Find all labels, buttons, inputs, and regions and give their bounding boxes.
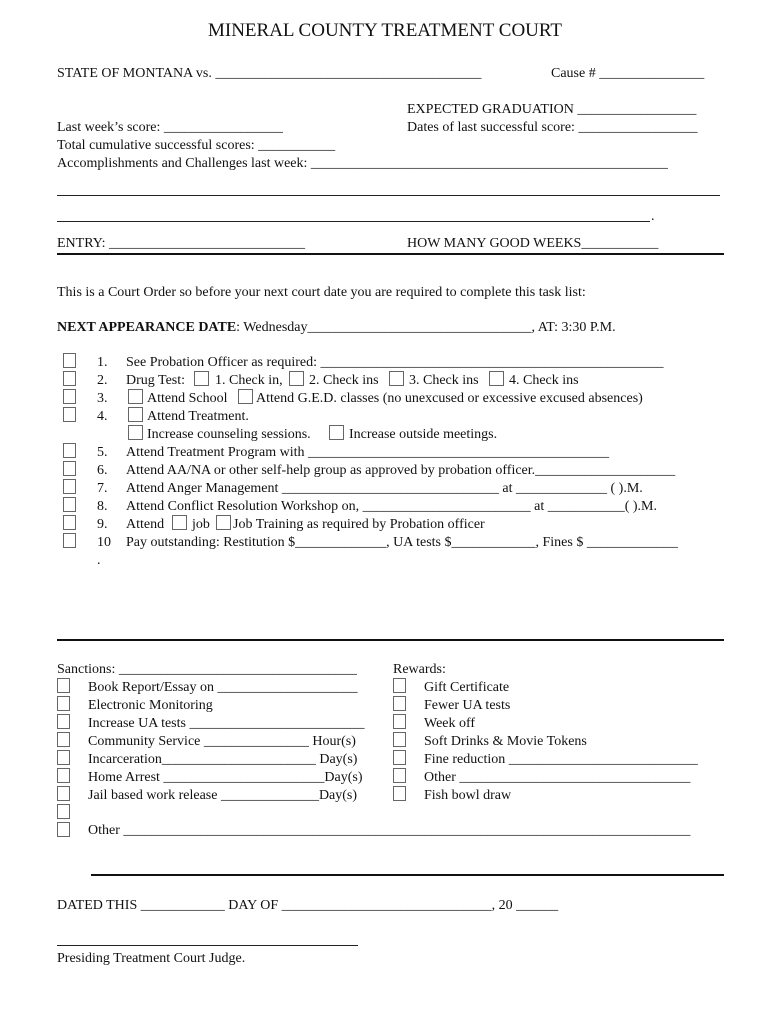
task-number: 8.	[97, 499, 108, 514]
job-training-checkbox[interactable]	[216, 515, 231, 530]
task-6-checkbox[interactable]	[63, 461, 76, 476]
drug-test-3-checkbox[interactable]	[389, 371, 404, 386]
next-appearance	[57, 320, 616, 336]
attend-treatment-label: Attend Treatment.	[147, 409, 249, 424]
reward-checkbox[interactable]	[393, 714, 406, 729]
task-number: 6.	[97, 463, 108, 478]
task-9-label: Attend	[126, 517, 165, 532]
task-1-checkbox[interactable]	[63, 353, 76, 368]
sanction-item: Increase UA tests _________________________	[88, 716, 365, 731]
task-9-checkbox[interactable]	[63, 515, 76, 530]
reward-item: Fine reduction ___________________________	[424, 752, 698, 767]
sanction-item: Book Report/Essay on ____________________	[88, 680, 358, 695]
job-checkbox[interactable]	[172, 515, 187, 530]
blank-line	[57, 221, 650, 222]
reward-checkbox[interactable]	[393, 786, 406, 801]
task-number: 3.	[97, 391, 108, 406]
drug-test-1-checkbox[interactable]	[194, 371, 209, 386]
accomplishments-label: Accomplishments and Challenges last week: ___________________________________________________	[57, 156, 668, 171]
sanction-checkbox[interactable]	[57, 768, 70, 783]
dates-last-score: Dates of last successful score: _________________	[407, 120, 698, 135]
sanction-checkbox[interactable]	[57, 732, 70, 747]
task-4-checkbox[interactable]	[63, 407, 76, 422]
reward-checkbox[interactable]	[393, 768, 406, 783]
judge-label: Presiding Treatment Court Judge.	[57, 951, 246, 966]
task-number: 9.	[97, 517, 108, 532]
attend-treatment-checkbox[interactable]	[128, 407, 143, 422]
sanction-item: Community Service _______________ Hour(s)	[88, 734, 356, 749]
task-5-text: Attend Treatment Program with ___________________________________________	[126, 445, 609, 460]
task-8-checkbox[interactable]	[63, 497, 76, 512]
sanction-other-checkbox[interactable]	[57, 822, 70, 837]
section-divider	[91, 874, 724, 876]
reward-checkbox[interactable]	[393, 696, 406, 711]
drug-test-4-label: 4. Check ins	[509, 373, 579, 388]
state-line: STATE OF MONTANA vs. ______________________________________	[57, 66, 482, 81]
reward-item: Week off	[424, 716, 476, 731]
sanction-checkbox[interactable]	[57, 804, 70, 819]
court-order-text: This is a Court Order so before your next court date you are required to complete this task list:	[57, 285, 586, 300]
sanction-checkbox[interactable]	[57, 714, 70, 729]
reward-item: Fish bowl draw	[424, 788, 512, 803]
task-8-text: Attend Conflict Resolution Workshop on, ________________________ at ___________( ).M.	[126, 499, 657, 514]
ged-classes-label: Attend G.E.D. classes (no unexcused or excessive excused absences)	[256, 391, 643, 406]
last-week-score: Last week’s score: _________________	[57, 120, 283, 135]
rewards-label: Rewards:	[393, 662, 446, 677]
sanction-checkbox[interactable]	[57, 696, 70, 711]
sanction-other: Other _________________________________________________________________________________	[88, 823, 691, 838]
drug-test-4-checkbox[interactable]	[489, 371, 504, 386]
task-number: 7.	[97, 481, 108, 496]
section-divider	[57, 253, 724, 255]
total-scores: Total cumulative successful scores: ___________	[57, 138, 336, 153]
drug-test-2-checkbox[interactable]	[289, 371, 304, 386]
reward-item: Gift Certificate	[424, 680, 510, 695]
reward-checkbox[interactable]	[393, 678, 406, 693]
job-label: job	[192, 517, 210, 532]
sanction-checkbox[interactable]	[57, 750, 70, 765]
ged-classes-checkbox[interactable]	[238, 389, 253, 404]
reward-item: Soft Drinks & Movie Tokens	[424, 734, 587, 749]
task-10-text: Pay outstanding: Restitution $_____________, UA tests $____________, Fines $ _____________	[126, 535, 678, 550]
job-training-label: Job Training as required by Probation officer	[233, 517, 485, 532]
reward-checkbox[interactable]	[393, 750, 406, 765]
task-7-checkbox[interactable]	[63, 479, 76, 494]
drug-test-3-label: 3. Check ins	[409, 373, 479, 388]
signature-line	[57, 945, 358, 946]
sanctions-label: Sanctions: __________________________________	[57, 662, 357, 677]
task-number: 4.	[97, 409, 108, 424]
attend-school-label: Attend School	[147, 391, 228, 406]
entry-field: ENTRY: ____________________________	[57, 236, 305, 251]
sanction-item: Electronic Monitoring	[88, 698, 213, 713]
expected-graduation: EXPECTED GRADUATION _________________	[407, 102, 697, 117]
reward-item: Fewer UA tests	[424, 698, 511, 713]
sanction-checkbox[interactable]	[57, 786, 70, 801]
attend-school-checkbox[interactable]	[128, 389, 143, 404]
sanction-item: Jail based work release ______________Day(s)	[88, 788, 358, 803]
drug-test-2-label: 2. Check ins	[309, 373, 379, 388]
task-1-text: See Probation Officer as required: _________________________________________________	[126, 355, 664, 370]
task-5-checkbox[interactable]	[63, 443, 76, 458]
task-3-checkbox[interactable]	[63, 389, 76, 404]
drug-test-1-label: 1. Check in,	[215, 373, 283, 388]
dated-line: DATED THIS ____________ DAY OF ______________________________, 20 ______	[57, 898, 559, 913]
reward-checkbox[interactable]	[393, 732, 406, 747]
task-number: 2.	[97, 373, 108, 388]
task-6-text: Attend AA/NA or other self-help group as approved by probation officer.____________________	[126, 463, 676, 478]
blank-line	[57, 195, 720, 196]
task-number: 5.	[97, 445, 108, 460]
reward-item: Other _________________________________	[424, 770, 691, 785]
next-appearance-detail: : Wednesday________________________________, AT: 3:30 P.M.	[236, 320, 616, 335]
cause-number: Cause # _______________	[551, 66, 705, 81]
outside-meetings-checkbox[interactable]	[329, 425, 344, 440]
sanction-item: Incarceration______________________ Day(s)	[88, 752, 358, 767]
task-number-dot: .	[97, 553, 101, 568]
blank-line-end: .	[651, 209, 655, 224]
good-weeks-field: HOW MANY GOOD WEEKS___________	[407, 236, 659, 251]
task-10-checkbox[interactable]	[63, 533, 76, 548]
task-7-text: Attend Anger Management _______________________________ at _____________ ( ).M.	[126, 481, 643, 496]
next-appearance-label: NEXT APPEARANCE DATE	[57, 320, 237, 335]
counseling-label: Increase counseling sessions.	[147, 427, 311, 442]
page-title: MINERAL COUNTY TREATMENT COURT	[207, 20, 563, 41]
outside-meetings-label: Increase outside meetings.	[349, 427, 498, 442]
task-2-checkbox[interactable]	[63, 371, 76, 386]
sanction-item: Home Arrest _______________________Day(s)	[88, 770, 363, 785]
counseling-checkbox[interactable]	[128, 425, 143, 440]
task-2-label: Drug Test:	[126, 373, 186, 388]
section-divider	[57, 639, 724, 641]
task-number: 10	[97, 535, 111, 550]
task-number: 1.	[97, 355, 108, 370]
sanction-checkbox[interactable]	[57, 678, 70, 693]
